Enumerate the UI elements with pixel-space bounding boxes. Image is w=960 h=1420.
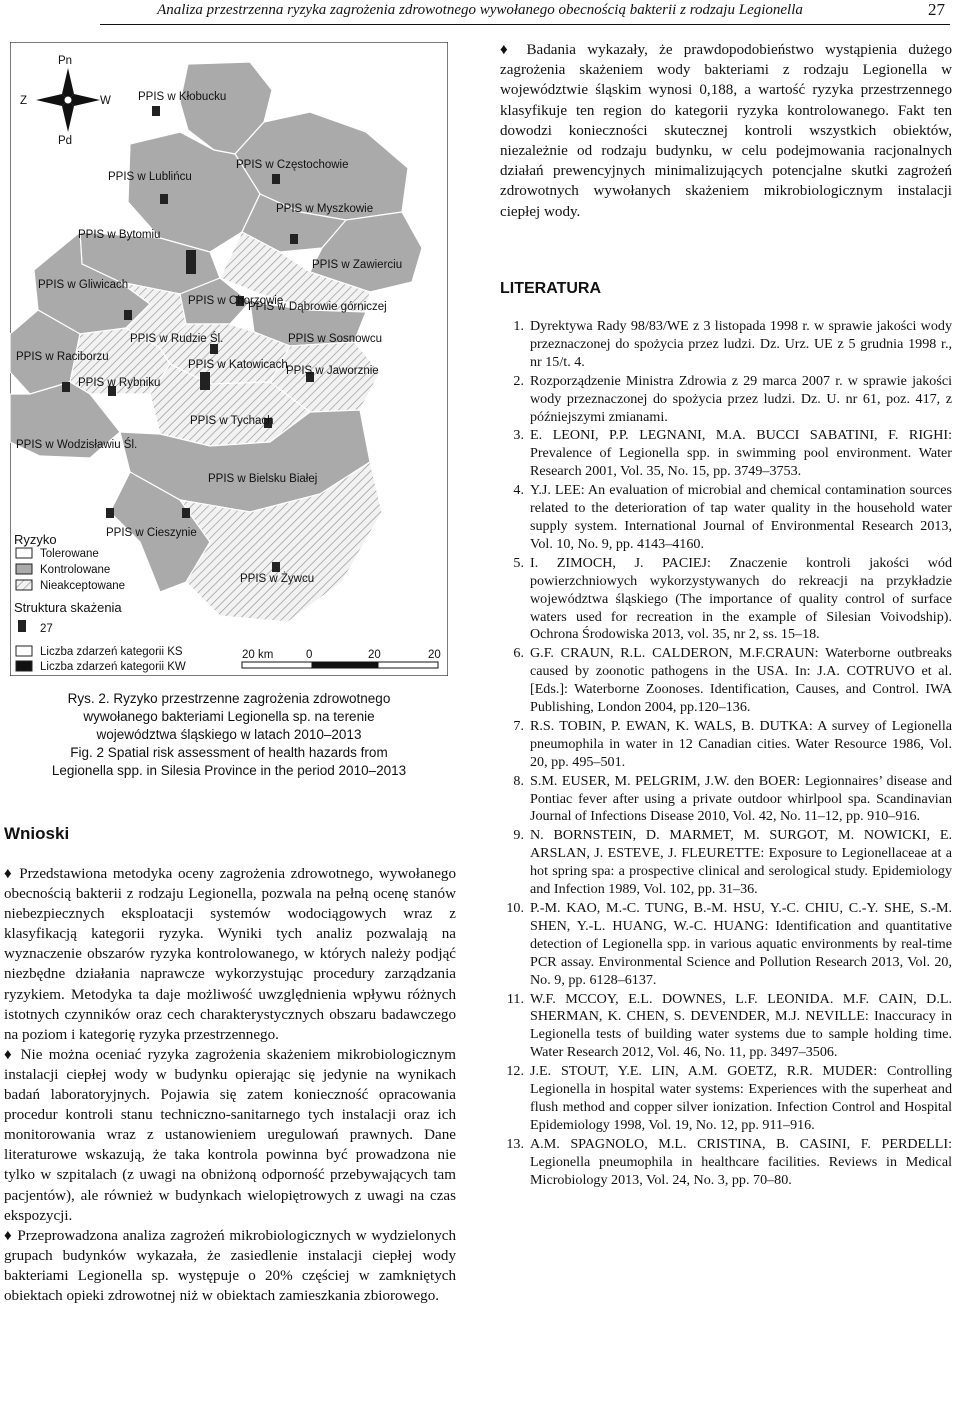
caption-line: Fig. 2 Spatial risk assessment of health hazards from xyxy=(70,745,388,760)
svg-text:Liczba zdarzeń kategorii KS: Liczba zdarzeń kategorii KS xyxy=(40,646,183,658)
risk-map xyxy=(10,42,448,676)
svg-text:Liczba zdarzeń kategorii KW: Liczba zdarzeń kategorii KW xyxy=(40,661,186,673)
svg-text:PPIS w Żywcu: PPIS w Żywcu xyxy=(240,573,315,585)
reference-item: 4. Y.J. LEE: An evaluation of microbial and chemical contamination sources related to the deterioration of tap water quality in the household water supply system. International Journal of Environmental Research 2013, Vol. 10, No. 9, pp. 4143–4160. xyxy=(513,482,952,552)
svg-text:PPIS w Częstochowie: PPIS w Częstochowie xyxy=(236,159,349,171)
compass-west: Z xyxy=(20,95,28,107)
svg-text:PPIS w Myszkowie: PPIS w Myszkowie xyxy=(276,203,374,215)
conclusions-heading: Wnioski xyxy=(4,824,70,843)
compass-north: Pn xyxy=(58,55,73,67)
page-header xyxy=(0,0,960,28)
svg-text:PPIS w Jaworznie: PPIS w Jaworznie xyxy=(286,365,379,377)
svg-text:PPIS w Rudzie Śl.: PPIS w Rudzie Śl. xyxy=(130,333,224,345)
reference-item: 9. N. BORNSTEIN, D. MARMET, M. SURGOT, M. NOWICKI, E. ARSLAN, J. ESTEVE, J. FLEURETTE: Exposure to Legionellaceae at a hot spring spa: a prospective clinical and serological study. Epidemiology and Infection 1989, Vol. 102, pp. 31–36. xyxy=(513,827,952,898)
svg-text:27: 27 xyxy=(40,623,53,635)
conclusion-paragraph: ♦ Przeprowadzona analiza zagrożeń mikrobiologicznych w wydzielonych grupach budynków wykazała, że zasiedlenie instalacji ciepłej wody bakteriami Legionella sp. występuje o 20% częściej w zamkniętych obiektach opieki zdrowotnej niż w obiektach zamieszkania zbiorowego. xyxy=(4,1227,456,1304)
conclusion-paragraph: ♦ Nie można oceniać ryzyka zagrożenia skażeniem mikrobiologicznym instalacji ciepłej wody w budynku opierając się jedynie na wynikach badań laboratoryjnych. Pojawia się zatem konieczność opracowania procedur kontroli stanu techniczno-sanitarnego tych instalacji oraz ich monitorowania wraz z ustanowieniem uregulowań prawnych. Dane literaturowe wskazują, że taka kontrola powinna być prowadzona nie tylko w szpitalach (z uwagi na obniżoną odporność przebywających tam pacjentów), ale również w budynkach wielopiętrowych z uwagi na czas ekspozycji. xyxy=(4,1046,456,1224)
legend-risk-title: Ryzyko xyxy=(14,532,57,547)
svg-text:PPIS w Wodzisławiu Śl.: PPIS w Wodzisławiu Śl. xyxy=(16,439,138,451)
compass-south: Pd xyxy=(58,135,73,147)
conclusions-body xyxy=(4,864,456,1306)
svg-text:PPIS w Sosnowcu: PPIS w Sosnowcu xyxy=(288,333,382,345)
svg-text:PPIS w Zawierciu: PPIS w Zawierciu xyxy=(312,259,403,271)
reference-item: 11. W.F. MCCOY, E.L. DOWNES, L.F. LEONIDA. M.F. CAIN, D.L. SHERMAN, K. CHEN, S. DEVENDER, M.J. NEVILLE: Inaccuracy in Legionella tests of building water systems due to sample holding time. Water Research 2012, Vol. 46, No. 11, pp. 3497–3506. xyxy=(506,990,952,1061)
svg-text:PPIS w Rybniku: PPIS w Rybniku xyxy=(78,377,161,389)
reference-item: 8. S.M. EUSER, M. PELGRIM, J.W. den BOER: Legionnaires’ disease and Pontiac fever after using a private outdoor whirlpool spa. Scandinavian Journal of Infections Disease 2010, Vol. 42, No. 11–12, pp. 910–916. xyxy=(513,772,952,825)
legend-structure-title: Struktura skażenia xyxy=(14,600,122,615)
svg-text:PPIS w Raciborzu: PPIS w Raciborzu xyxy=(16,351,109,363)
reference-item: 3. E. LEONI, P.P. LEGNANI, M.A. BUCCI SABATINI, F. RIGHI: Prevalence of Legionella spp. in swimming pool environment. Water Research 2001, Vol. 35, No. 15, pp. 3749–3753. xyxy=(513,427,952,480)
svg-text:0: 0 xyxy=(306,649,313,661)
svg-text:Kontrolowane: Kontrolowane xyxy=(40,564,111,576)
caption-line: województwa śląskiego w latach 2010–2013 xyxy=(96,727,362,742)
svg-text:PPIS w Katowicach: PPIS w Katowicach xyxy=(188,359,288,371)
svg-text:Nieakceptowane: Nieakceptowane xyxy=(40,580,126,592)
caption-line: Legionella spp. in Silesia Province in the period 2010–2013 xyxy=(51,763,407,778)
intro-paragraph: ♦ Badania wykazały, że prawdopodobieństwo wystąpienia dużego zagrożenia skażeniem wody bakteriami z rodzaju Legionella w województwie śląskim wynosi 0,188, a wartość ryzyka przestrzennego klasyfikuje ten region do kategorii ryzyka kontrolowanego. Fakt ten dowodzi konieczności skutecznej kontroli wszystkich obiektów, niezależnie od rodzaju budynku, w celu podejmowania racjonalnych działań prewencyjnych minimalizujących potencjalne skutki zagrożeń zdrowotnych wywołanych skażeniem mikrobiologicznym instalacji ciepłej wody. xyxy=(500,42,952,220)
compass-east: W xyxy=(100,95,111,107)
right-intro xyxy=(500,40,952,222)
reference-item: 13. A.M. SPAGNOLO, M.L. CRISTINA, B. CASINI, F. PERDELLI: Legionella pneumophila in healthcare facilities. Reviews in Medical Microbiology 2013, Vol. 24, No. 3, pp. 70–80. xyxy=(506,1135,952,1188)
reference-item: 2. Rozporządzenie Ministra Zdrowia z 29 marca 2007 r. w sprawie jakości wody przeznaczonej do spożycia przez ludzi. Dz. U. nr 61, poz. 417, z późniejszymi zmianami. xyxy=(513,372,952,425)
svg-text:PPIS w Chorzowie: PPIS w Chorzowie xyxy=(188,295,284,307)
svg-text:Tolerowane: Tolerowane xyxy=(40,548,99,560)
running-title: Analiza przestrzenna ryzyka zagrożenia zdrowotnego wywołanego obecnością bakterii z rodzaju Legionella xyxy=(157,2,803,18)
svg-text:PPIS w Bytomiu: PPIS w Bytomiu xyxy=(78,229,161,241)
reference-item: 1. Dyrektywa Rady 98/83/WE z 3 listopada 1998 r. w sprawie jakości wody przeznaczonej do spożycia przez ludzi. Dz. Urz. UE z 5 grudnia 1998 r., nr 15/t. 4. xyxy=(513,318,952,370)
risk-map-figure xyxy=(10,42,448,676)
svg-text:20: 20 xyxy=(368,649,381,661)
reference-item: 12. J.E. STOUT, Y.E. LIN, A.M. GOETZ, R.R. MUDER: Controlling Legionella in hospital water systems: Experiences with the superheat and flush method and copper silver ionization. Infection Control and Hospital Epidemiology 1998, Vol. 19, No. 12, pp. 911–916. xyxy=(506,1063,952,1133)
svg-text:20: 20 xyxy=(428,649,441,661)
reference-list xyxy=(500,318,952,1191)
svg-text:PPIS w Gliwicach: PPIS w Gliwicach xyxy=(38,279,129,291)
svg-text:PPIS w Dąbrowie górniczej: PPIS w Dąbrowie górniczej xyxy=(248,301,387,313)
header-rule xyxy=(100,24,950,25)
caption-line: wywołanego bakteriami Legionella sp. na terenie xyxy=(83,709,375,724)
svg-text:PPIS w Cieszynie: PPIS w Cieszynie xyxy=(106,527,197,539)
svg-text:PPIS w Bielsku Białej: PPIS w Bielsku Białej xyxy=(208,473,318,485)
page-number: 27 xyxy=(928,0,945,19)
svg-text:PPIS w Kłobucku: PPIS w Kłobucku xyxy=(138,91,227,103)
reference-item: 6. G.F. CRAUN, R.L. CALDERON, M.F.CRAUN: Waterborne outbreaks caused by zoonotic pathogens in the USA. In: J.A. COTRUVO et al. [Eds.]: Waterborne Zoonoses. Identification, Causes, and Control. IWA Publishing, London 2004, pp.120–136. xyxy=(513,645,952,716)
reference-item: 7. R.S. TOBIN, P. EWAN, K. WALS, B. DUTKA: A survey of Legionella pneumophila in water in 12 Canadian cities. Water Resource 1986, Vol. 20, pp. 495–501. xyxy=(513,717,952,770)
literature-heading: LITERATURA xyxy=(500,280,602,297)
svg-text:PPIS w Lublińcu: PPIS w Lublińcu xyxy=(108,171,192,183)
conclusion-paragraph: ♦ Przedstawiona metodyka oceny zagrożenia zdrowotnego, wywołanego obecnością bakterii z rodzaju Legionella, pozwala na pełną ocenę stanów niebezpiecznych eksploatacji systemów wodociągowych wraz z klasyfikacją kategorii ryzyka. Wyniki tych analiz pozwalają na wyznaczenie obszarów ryzyka kontrolowanego, w których należy podjąć niezbędne działania naprawcze wykorzystując procedury zarządzania ryzykiem. Metodyka ta daje możliwość uwzględnienia wpływu różnych istotnych czynników oraz cech charakterystycznych obszaru badawczego na poziom i kategorię ryzyka przestrzennego. xyxy=(4,866,456,1043)
reference-item: 10. P.-M. KAO, M.-C. TUNG, B.-M. HSU, Y.-C. CHIU, C.-Y. SHE, S.-M. SHEN, Y.-L. HUANG, W.-C. HUANG: Identification and quantitative detection of Legionella spp. in various aquatic environments by real-time PCR assay. Environmental Science and Pollution Research 2013, Vol. 20, No. 9, pp. 6128–6137. xyxy=(506,900,952,988)
figure-caption xyxy=(10,690,448,780)
reference-item: 5. I. ZIMOCH, J. PACIEJ: Znaczenie kontroli jakości wód powierzchniowych wykorzystywanych do rekreacji na przykładzie województwa śląskiego (The importance of quality control of surface waters used for recreation in the example of Silesian Voivodship). Ochrona Środowiska 2013, vol. 35, nr 2, ss. 15–18. xyxy=(513,554,952,643)
svg-text:PPIS w Tychach: PPIS w Tychach xyxy=(190,415,274,427)
caption-line: Rys. 2. Ryzyko przestrzenne zagrożenia zdrowotnego xyxy=(67,691,391,706)
svg-text:20 km: 20 km xyxy=(242,649,274,661)
